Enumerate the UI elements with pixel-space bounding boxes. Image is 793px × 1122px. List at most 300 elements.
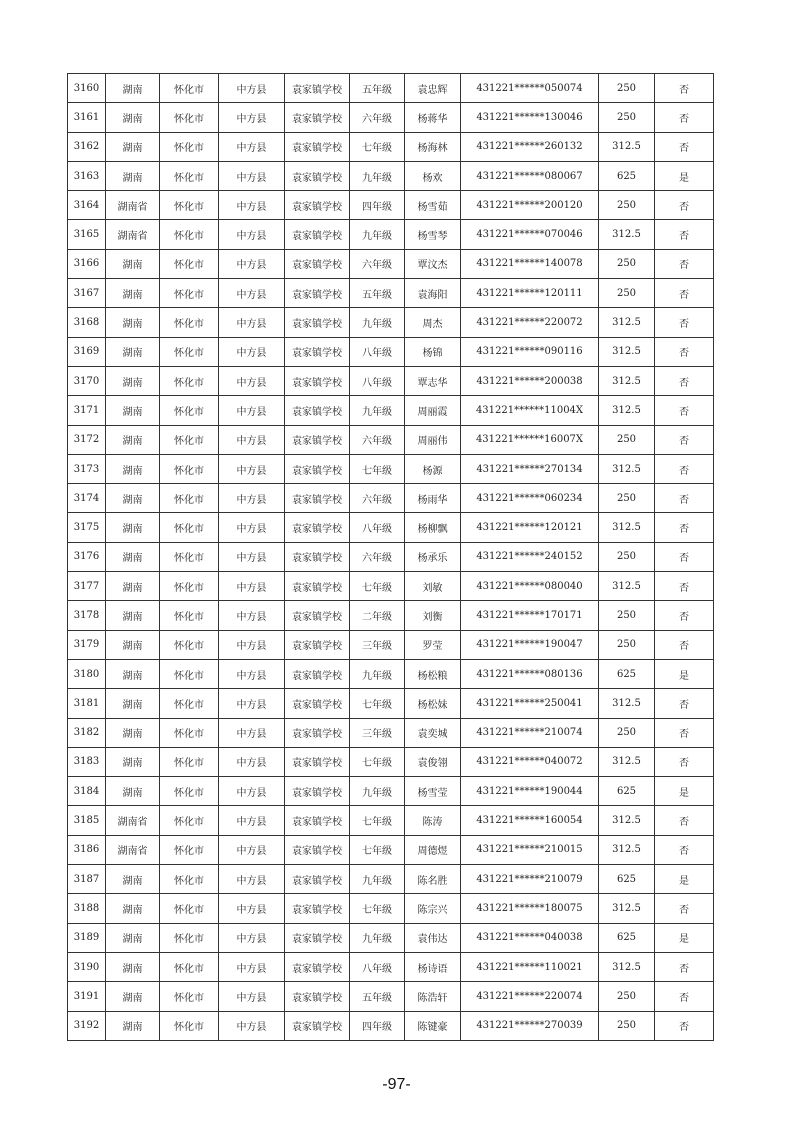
table-row: [68, 542, 714, 571]
cell-city: 怀化市: [160, 132, 219, 161]
cell-city: 怀化市: [160, 601, 219, 630]
cell-student-name: 杨柳飘: [405, 513, 461, 542]
cell-flag: 否: [655, 249, 714, 278]
cell-school: 袁家镇学校: [285, 630, 350, 659]
cell-county: 中方县: [219, 103, 285, 132]
cell-row-index: 3182: [68, 718, 106, 747]
cell-student-name: 袁海阳: [405, 279, 461, 308]
cell-row-index: 3174: [68, 484, 106, 513]
cell-flag: 是: [655, 923, 714, 952]
cell-student-name: 杨雪琴: [405, 220, 461, 249]
cell-county: 中方县: [219, 630, 285, 659]
table-row: [68, 308, 714, 337]
cell-flag: 否: [655, 1011, 714, 1040]
cell-city: 怀化市: [160, 308, 219, 337]
cell-grade: 八年级: [350, 513, 405, 542]
cell-school: 袁家镇学校: [285, 601, 350, 630]
cell-province: 湖南: [106, 982, 160, 1011]
cell-county: 中方县: [219, 659, 285, 688]
cell-student-name: 袁伟达: [405, 923, 461, 952]
table-row: [68, 161, 714, 190]
cell-id-number: 431221******050074: [461, 74, 599, 103]
cell-city: 怀化市: [160, 337, 219, 366]
cell-amount: 250: [599, 630, 655, 659]
cell-row-index: 3163: [68, 161, 106, 190]
cell-flag: 否: [655, 689, 714, 718]
cell-id-number: 431221******130046: [461, 103, 599, 132]
cell-id-number: 431221******180075: [461, 894, 599, 923]
cell-grade: 七年级: [350, 747, 405, 776]
cell-student-name: 陈键豪: [405, 1011, 461, 1040]
cell-row-index: 3173: [68, 454, 106, 483]
cell-county: 中方县: [219, 689, 285, 718]
table-row: [68, 279, 714, 308]
cell-flag: 否: [655, 747, 714, 776]
table-row: [68, 366, 714, 395]
cell-school: 袁家镇学校: [285, 747, 350, 776]
cell-student-name: 杨蒋华: [405, 103, 461, 132]
cell-row-index: 3170: [68, 366, 106, 395]
table-row: [68, 132, 714, 161]
cell-student-name: 杨源: [405, 454, 461, 483]
cell-city: 怀化市: [160, 103, 219, 132]
cell-school: 袁家镇学校: [285, 249, 350, 278]
table-row: [68, 777, 714, 806]
records-table: [67, 73, 714, 1041]
cell-county: 中方县: [219, 396, 285, 425]
cell-amount: 250: [599, 249, 655, 278]
cell-id-number: 431221******270134: [461, 454, 599, 483]
cell-province: 湖南: [106, 132, 160, 161]
table-row: [68, 718, 714, 747]
cell-school: 袁家镇学校: [285, 513, 350, 542]
table-row: [68, 513, 714, 542]
table-row: [68, 454, 714, 483]
cell-province: 湖南: [106, 659, 160, 688]
cell-amount: 625: [599, 161, 655, 190]
cell-flag: 是: [655, 865, 714, 894]
cell-flag: 否: [655, 542, 714, 571]
cell-id-number: 431221******090116: [461, 337, 599, 366]
cell-school: 袁家镇学校: [285, 572, 350, 601]
cell-row-index: 3178: [68, 601, 106, 630]
cell-student-name: 袁忠辉: [405, 74, 461, 103]
cell-grade: 四年级: [350, 1011, 405, 1040]
cell-amount: 312.5: [599, 835, 655, 864]
cell-student-name: 杨欢: [405, 161, 461, 190]
cell-row-index: 3172: [68, 425, 106, 454]
cell-school: 袁家镇学校: [285, 366, 350, 395]
cell-grade: 三年级: [350, 718, 405, 747]
cell-student-name: 袁奕城: [405, 718, 461, 747]
cell-city: 怀化市: [160, 1011, 219, 1040]
cell-flag: 否: [655, 337, 714, 366]
cell-flag: 否: [655, 454, 714, 483]
cell-city: 怀化市: [160, 718, 219, 747]
cell-flag: 否: [655, 952, 714, 981]
cell-school: 袁家镇学校: [285, 982, 350, 1011]
table-row: [68, 249, 714, 278]
cell-row-index: 3186: [68, 835, 106, 864]
cell-city: 怀化市: [160, 777, 219, 806]
cell-id-number: 431221******200038: [461, 366, 599, 395]
cell-id-number: 431221******080136: [461, 659, 599, 688]
cell-amount: 312.5: [599, 308, 655, 337]
cell-student-name: 周德煜: [405, 835, 461, 864]
cell-city: 怀化市: [160, 484, 219, 513]
cell-grade: 三年级: [350, 630, 405, 659]
cell-province: 湖南: [106, 396, 160, 425]
cell-id-number: 431221******070046: [461, 220, 599, 249]
cell-school: 袁家镇学校: [285, 542, 350, 571]
cell-grade: 六年级: [350, 249, 405, 278]
cell-school: 袁家镇学校: [285, 1011, 350, 1040]
cell-grade: 七年级: [350, 454, 405, 483]
cell-student-name: 陈涛: [405, 806, 461, 835]
cell-flag: 否: [655, 835, 714, 864]
cell-county: 中方县: [219, 1011, 285, 1040]
cell-flag: 否: [655, 630, 714, 659]
cell-flag: 否: [655, 601, 714, 630]
cell-row-index: 3180: [68, 659, 106, 688]
cell-amount: 250: [599, 484, 655, 513]
cell-row-index: 3184: [68, 777, 106, 806]
cell-flag: 否: [655, 572, 714, 601]
cell-city: 怀化市: [160, 513, 219, 542]
cell-row-index: 3190: [68, 952, 106, 981]
table-row: [68, 865, 714, 894]
cell-county: 中方县: [219, 74, 285, 103]
cell-grade: 七年级: [350, 689, 405, 718]
cell-amount: 312.5: [599, 747, 655, 776]
cell-province: 湖南: [106, 542, 160, 571]
cell-student-name: 杨雪莹: [405, 777, 461, 806]
cell-school: 袁家镇学校: [285, 835, 350, 864]
cell-flag: 否: [655, 220, 714, 249]
cell-county: 中方县: [219, 572, 285, 601]
cell-amount: 250: [599, 601, 655, 630]
cell-province: 湖南: [106, 161, 160, 190]
cell-student-name: 杨海林: [405, 132, 461, 161]
table-row: [68, 659, 714, 688]
cell-school: 袁家镇学校: [285, 689, 350, 718]
table-row: [68, 806, 714, 835]
cell-row-index: 3188: [68, 894, 106, 923]
cell-id-number: 431221******080040: [461, 572, 599, 601]
cell-province: 湖南: [106, 777, 160, 806]
cell-student-name: 陈宗兴: [405, 894, 461, 923]
cell-amount: 625: [599, 865, 655, 894]
cell-grade: 七年级: [350, 894, 405, 923]
cell-flag: 否: [655, 396, 714, 425]
cell-province: 湖南: [106, 513, 160, 542]
cell-province: 湖南: [106, 308, 160, 337]
cell-school: 袁家镇学校: [285, 454, 350, 483]
cell-city: 怀化市: [160, 279, 219, 308]
cell-id-number: 431221******210015: [461, 835, 599, 864]
cell-city: 怀化市: [160, 982, 219, 1011]
cell-row-index: 3165: [68, 220, 106, 249]
cell-county: 中方县: [219, 835, 285, 864]
cell-grade: 四年级: [350, 191, 405, 220]
cell-row-index: 3167: [68, 279, 106, 308]
cell-city: 怀化市: [160, 659, 219, 688]
cell-grade: 八年级: [350, 337, 405, 366]
cell-flag: 否: [655, 132, 714, 161]
table-row: [68, 689, 714, 718]
cell-amount: 250: [599, 1011, 655, 1040]
cell-id-number: 431221******160054: [461, 806, 599, 835]
cell-student-name: 陈名胜: [405, 865, 461, 894]
cell-city: 怀化市: [160, 220, 219, 249]
cell-province: 湖南: [106, 572, 160, 601]
cell-city: 怀化市: [160, 747, 219, 776]
cell-row-index: 3176: [68, 542, 106, 571]
cell-county: 中方县: [219, 484, 285, 513]
table-row: [68, 425, 714, 454]
cell-flag: 否: [655, 74, 714, 103]
cell-county: 中方县: [219, 806, 285, 835]
cell-grade: 八年级: [350, 366, 405, 395]
cell-school: 袁家镇学校: [285, 659, 350, 688]
cell-amount: 250: [599, 74, 655, 103]
cell-grade: 六年级: [350, 542, 405, 571]
cell-city: 怀化市: [160, 630, 219, 659]
cell-grade: 二年级: [350, 601, 405, 630]
cell-province: 湖南: [106, 484, 160, 513]
cell-grade: 九年级: [350, 161, 405, 190]
cell-province: 湖南: [106, 337, 160, 366]
cell-amount: 312.5: [599, 806, 655, 835]
cell-school: 袁家镇学校: [285, 718, 350, 747]
cell-id-number: 431221******220072: [461, 308, 599, 337]
cell-county: 中方县: [219, 366, 285, 395]
cell-city: 怀化市: [160, 572, 219, 601]
cell-row-index: 3168: [68, 308, 106, 337]
cell-province: 湖南: [106, 279, 160, 308]
cell-grade: 五年级: [350, 279, 405, 308]
cell-student-name: 杨松妹: [405, 689, 461, 718]
cell-school: 袁家镇学校: [285, 308, 350, 337]
cell-id-number: 431221******11004X: [461, 396, 599, 425]
cell-city: 怀化市: [160, 894, 219, 923]
cell-id-number: 431221******200120: [461, 191, 599, 220]
cell-flag: 是: [655, 777, 714, 806]
cell-province: 湖南: [106, 689, 160, 718]
cell-county: 中方县: [219, 923, 285, 952]
cell-grade: 六年级: [350, 425, 405, 454]
cell-id-number: 431221******16007X: [461, 425, 599, 454]
cell-county: 中方县: [219, 513, 285, 542]
cell-county: 中方县: [219, 161, 285, 190]
cell-flag: 否: [655, 894, 714, 923]
cell-province: 湖南: [106, 454, 160, 483]
cell-amount: 312.5: [599, 689, 655, 718]
cell-city: 怀化市: [160, 542, 219, 571]
cell-school: 袁家镇学校: [285, 161, 350, 190]
cell-city: 怀化市: [160, 952, 219, 981]
cell-student-name: 杨雪茹: [405, 191, 461, 220]
cell-row-index: 3171: [68, 396, 106, 425]
cell-id-number: 431221******190044: [461, 777, 599, 806]
cell-student-name: 杨松粮: [405, 659, 461, 688]
cell-student-name: 杨锦: [405, 337, 461, 366]
cell-row-index: 3177: [68, 572, 106, 601]
table-row: [68, 747, 714, 776]
cell-school: 袁家镇学校: [285, 484, 350, 513]
cell-county: 中方县: [219, 952, 285, 981]
cell-student-name: 覃志华: [405, 366, 461, 395]
cell-school: 袁家镇学校: [285, 191, 350, 220]
table-row: [68, 1011, 714, 1040]
table-row: [68, 220, 714, 249]
cell-row-index: 3192: [68, 1011, 106, 1040]
cell-row-index: 3160: [68, 74, 106, 103]
cell-flag: 否: [655, 366, 714, 395]
cell-amount: 250: [599, 542, 655, 571]
table-row: [68, 630, 714, 659]
cell-student-name: 袁俊翎: [405, 747, 461, 776]
cell-flag: 是: [655, 659, 714, 688]
cell-amount: 312.5: [599, 572, 655, 601]
table-row: [68, 74, 714, 103]
cell-grade: 五年级: [350, 74, 405, 103]
cell-amount: 312.5: [599, 513, 655, 542]
cell-city: 怀化市: [160, 425, 219, 454]
cell-student-name: 罗莹: [405, 630, 461, 659]
cell-flag: 否: [655, 308, 714, 337]
cell-province: 湖南: [106, 249, 160, 278]
cell-county: 中方县: [219, 601, 285, 630]
table-row: [68, 337, 714, 366]
cell-city: 怀化市: [160, 74, 219, 103]
cell-amount: 250: [599, 718, 655, 747]
table-row: [68, 572, 714, 601]
cell-row-index: 3189: [68, 923, 106, 952]
cell-county: 中方县: [219, 425, 285, 454]
table-row: [68, 103, 714, 132]
cell-id-number: 431221******270039: [461, 1011, 599, 1040]
cell-id-number: 431221******080067: [461, 161, 599, 190]
cell-province: 湖南: [106, 894, 160, 923]
cell-flag: 是: [655, 161, 714, 190]
cell-county: 中方县: [219, 865, 285, 894]
cell-province: 湖南: [106, 74, 160, 103]
cell-school: 袁家镇学校: [285, 777, 350, 806]
cell-student-name: 杨雨华: [405, 484, 461, 513]
cell-school: 袁家镇学校: [285, 396, 350, 425]
cell-school: 袁家镇学校: [285, 952, 350, 981]
cell-student-name: 杨承乐: [405, 542, 461, 571]
cell-county: 中方县: [219, 249, 285, 278]
cell-row-index: 3164: [68, 191, 106, 220]
cell-county: 中方县: [219, 220, 285, 249]
cell-row-index: 3191: [68, 982, 106, 1011]
cell-flag: 否: [655, 103, 714, 132]
cell-row-index: 3183: [68, 747, 106, 776]
cell-row-index: 3179: [68, 630, 106, 659]
cell-city: 怀化市: [160, 865, 219, 894]
cell-province: 湖南省: [106, 806, 160, 835]
cell-city: 怀化市: [160, 689, 219, 718]
cell-grade: 九年级: [350, 308, 405, 337]
cell-grade: 六年级: [350, 484, 405, 513]
cell-school: 袁家镇学校: [285, 132, 350, 161]
table-row: [68, 601, 714, 630]
cell-grade: 九年级: [350, 396, 405, 425]
cell-flag: 否: [655, 484, 714, 513]
cell-row-index: 3162: [68, 132, 106, 161]
cell-province: 湖南: [106, 952, 160, 981]
cell-school: 袁家镇学校: [285, 806, 350, 835]
cell-grade: 六年级: [350, 103, 405, 132]
table-row: [68, 484, 714, 513]
cell-school: 袁家镇学校: [285, 279, 350, 308]
cell-city: 怀化市: [160, 806, 219, 835]
table-row: [68, 952, 714, 981]
cell-grade: 七年级: [350, 806, 405, 835]
cell-id-number: 431221******210074: [461, 718, 599, 747]
cell-student-name: 陈浩轩: [405, 982, 461, 1011]
cell-grade: 九年级: [350, 659, 405, 688]
cell-province: 湖南: [106, 630, 160, 659]
cell-id-number: 431221******040038: [461, 923, 599, 952]
cell-county: 中方县: [219, 337, 285, 366]
cell-student-name: 周丽伟: [405, 425, 461, 454]
cell-province: 湖南: [106, 103, 160, 132]
cell-flag: 否: [655, 279, 714, 308]
cell-city: 怀化市: [160, 396, 219, 425]
cell-county: 中方县: [219, 279, 285, 308]
cell-student-name: 刘衡: [405, 601, 461, 630]
cell-county: 中方县: [219, 191, 285, 220]
cell-grade: 五年级: [350, 982, 405, 1011]
cell-id-number: 431221******060234: [461, 484, 599, 513]
cell-school: 袁家镇学校: [285, 337, 350, 366]
cell-student-name: 刘敏: [405, 572, 461, 601]
cell-row-index: 3175: [68, 513, 106, 542]
table-row: [68, 923, 714, 952]
cell-id-number: 431221******250041: [461, 689, 599, 718]
cell-amount: 312.5: [599, 337, 655, 366]
cell-id-number: 431221******220074: [461, 982, 599, 1011]
cell-city: 怀化市: [160, 191, 219, 220]
cell-city: 怀化市: [160, 454, 219, 483]
cell-flag: 否: [655, 718, 714, 747]
cell-row-index: 3181: [68, 689, 106, 718]
cell-row-index: 3161: [68, 103, 106, 132]
cell-county: 中方县: [219, 747, 285, 776]
cell-id-number: 431221******190047: [461, 630, 599, 659]
cell-county: 中方县: [219, 308, 285, 337]
cell-amount: 250: [599, 425, 655, 454]
cell-city: 怀化市: [160, 366, 219, 395]
cell-county: 中方县: [219, 718, 285, 747]
cell-row-index: 3185: [68, 806, 106, 835]
cell-province: 湖南省: [106, 191, 160, 220]
cell-amount: 312.5: [599, 396, 655, 425]
table-body: [68, 74, 714, 1041]
cell-id-number: 431221******210079: [461, 865, 599, 894]
cell-amount: 625: [599, 777, 655, 806]
cell-province: 湖南: [106, 718, 160, 747]
cell-row-index: 3187: [68, 865, 106, 894]
cell-province: 湖南省: [106, 220, 160, 249]
cell-amount: 250: [599, 191, 655, 220]
cell-id-number: 431221******110021: [461, 952, 599, 981]
cell-school: 袁家镇学校: [285, 894, 350, 923]
cell-county: 中方县: [219, 542, 285, 571]
